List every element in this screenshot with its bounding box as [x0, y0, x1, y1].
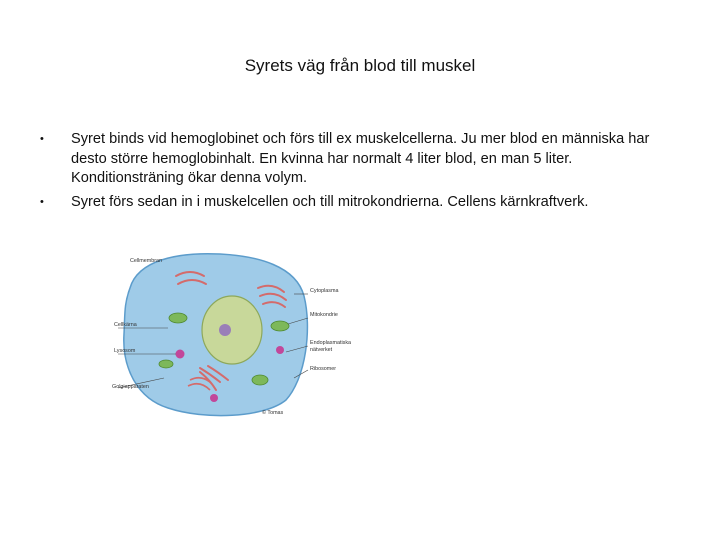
label-lysosom: Lysosom	[114, 348, 136, 354]
nucleus	[202, 296, 262, 364]
bullet-marker: •	[40, 195, 44, 208]
bullet-list	[40, 130, 680, 216]
label-mitokondrie: Mitokondrie	[310, 312, 338, 318]
label-er-line1: Endoplasmatiska	[310, 340, 352, 346]
bullet-item	[40, 193, 680, 213]
bullet-marker: •	[40, 133, 44, 145]
nucleolus	[219, 324, 231, 336]
cell-diagram	[108, 248, 368, 420]
label-cytoplasma: Cytoplasma	[310, 288, 339, 294]
label-golgi: Golgiapparaten	[112, 384, 149, 390]
label-er-line2: nätverket	[310, 347, 333, 353]
slide-title: Syrets väg från blod till muskel	[244, 56, 476, 75]
label-cellkarna: Cellkärna	[114, 322, 137, 328]
label-ribosomer: Ribosomer	[310, 366, 337, 372]
bullet-text: Syret förs sedan in i muskelcellen och till mitrokondrierna. Cellens kärnkraftverk.	[71, 193, 589, 210]
label-credit: © Tomas	[262, 410, 284, 416]
label-cellmembran: Cellmembran	[130, 258, 163, 264]
bullet-text: Syret binds vid hemoglobinet och förs till ex muskelcellerna. Ju mer blod en människa har desto större hemoglobinhalt. En kvinna har normalt 4 liter blod, en man 5 liter. Konditionsträning ökar denna volym.	[71, 131, 650, 186]
bullet-item	[40, 130, 680, 189]
